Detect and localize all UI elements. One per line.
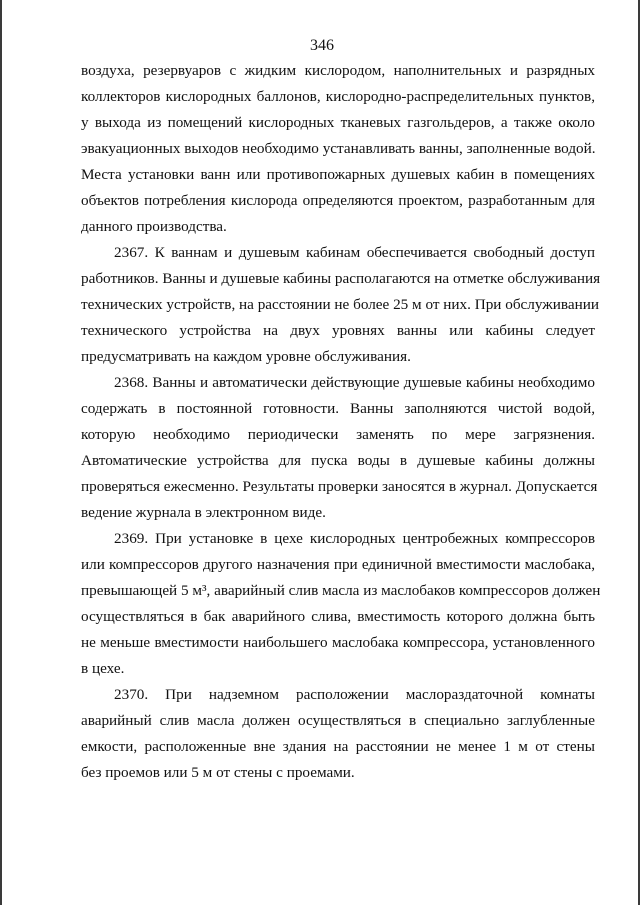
text-line: не меньше вместимости наибольшего маслобака компрессора, установленного	[81, 634, 595, 651]
text-line: предусматривать на каждом уровне обслуживания.	[81, 348, 411, 365]
text-line: 2368. Ванны и автоматически действующие душевые кабины необходимо	[114, 374, 595, 391]
text-line: осуществляться в бак аварийного слива, вместимость которого должна быть	[81, 608, 595, 625]
text-line: коллекторов кислородных баллонов, кислородно-распределительных пунктов,	[81, 88, 595, 105]
text-line: или компрессоров другого назначения при единичной вместимости маслобака,	[81, 556, 595, 573]
text-line: воздуха, резервуаров с жидким кислородом, наполнительных и разрядных	[81, 62, 595, 79]
text-line: технических устройств, на расстоянии не более 25 м от них. При обслуживании	[81, 296, 599, 313]
text-line: превышающей 5 м³, аварийный слив масла из маслобаков компрессоров должен	[81, 582, 601, 599]
text-line: 2367. К ваннам и душевым кабинам обеспечивается свободный доступ	[114, 244, 595, 261]
text-line: объектов потребления кислорода определяются проектом, разработанным для	[81, 192, 595, 209]
text-line: ведение журнала в электронном виде.	[81, 504, 326, 521]
paragraph-2368	[81, 370, 598, 526]
text-line: емкости, расположенные вне здания на расстоянии не менее 1 м от стены	[81, 738, 595, 755]
text-line: аварийный слив масла должен осуществляться в специально заглубленные	[81, 712, 595, 729]
text-line: у выхода из помещений кислородных тканевых газгольдеров, а также около	[81, 114, 595, 131]
text-line: в цехе.	[81, 660, 125, 677]
page-number: 346	[310, 37, 334, 54]
text-line: Автоматические устройства для пуска воды в душевые кабины должны	[81, 452, 595, 469]
text-line: 2369. При установке в цехе кислородных центробежных компрессоров	[114, 530, 595, 547]
paragraph-2370	[81, 682, 595, 786]
text-line: эвакуационных выходов необходимо устанавливать ванны, заполненные водой.	[81, 140, 596, 157]
text-line: технического устройства на двух уровнях ванны или кабины следует	[81, 322, 595, 339]
paragraph-2369	[81, 526, 601, 682]
paragraph-2367	[81, 240, 601, 370]
paragraph-continuation	[81, 58, 595, 240]
text-line: проверяться ежесменно. Результаты проверки заносятся в журнал. Допускается	[81, 478, 598, 495]
text-line: которую необходимо периодически заменять по мере загрязнения.	[81, 426, 595, 443]
text-line: данного производства.	[81, 218, 227, 235]
text-line: работников. Ванны и душевые кабины располагаются на отметке обслуживания	[81, 270, 601, 287]
text-line: без проемов или 5 м от стены с проемами.	[81, 764, 355, 781]
text-line: содержать в постоянной готовности. Ванны заполняются чистой водой,	[81, 400, 595, 417]
document-body	[81, 58, 601, 786]
text-line: Места установки ванн или противопожарных душевых кабин в помещениях	[81, 166, 595, 183]
text-line: 2370. При надземном расположении маслораздаточной комнаты	[114, 686, 595, 703]
